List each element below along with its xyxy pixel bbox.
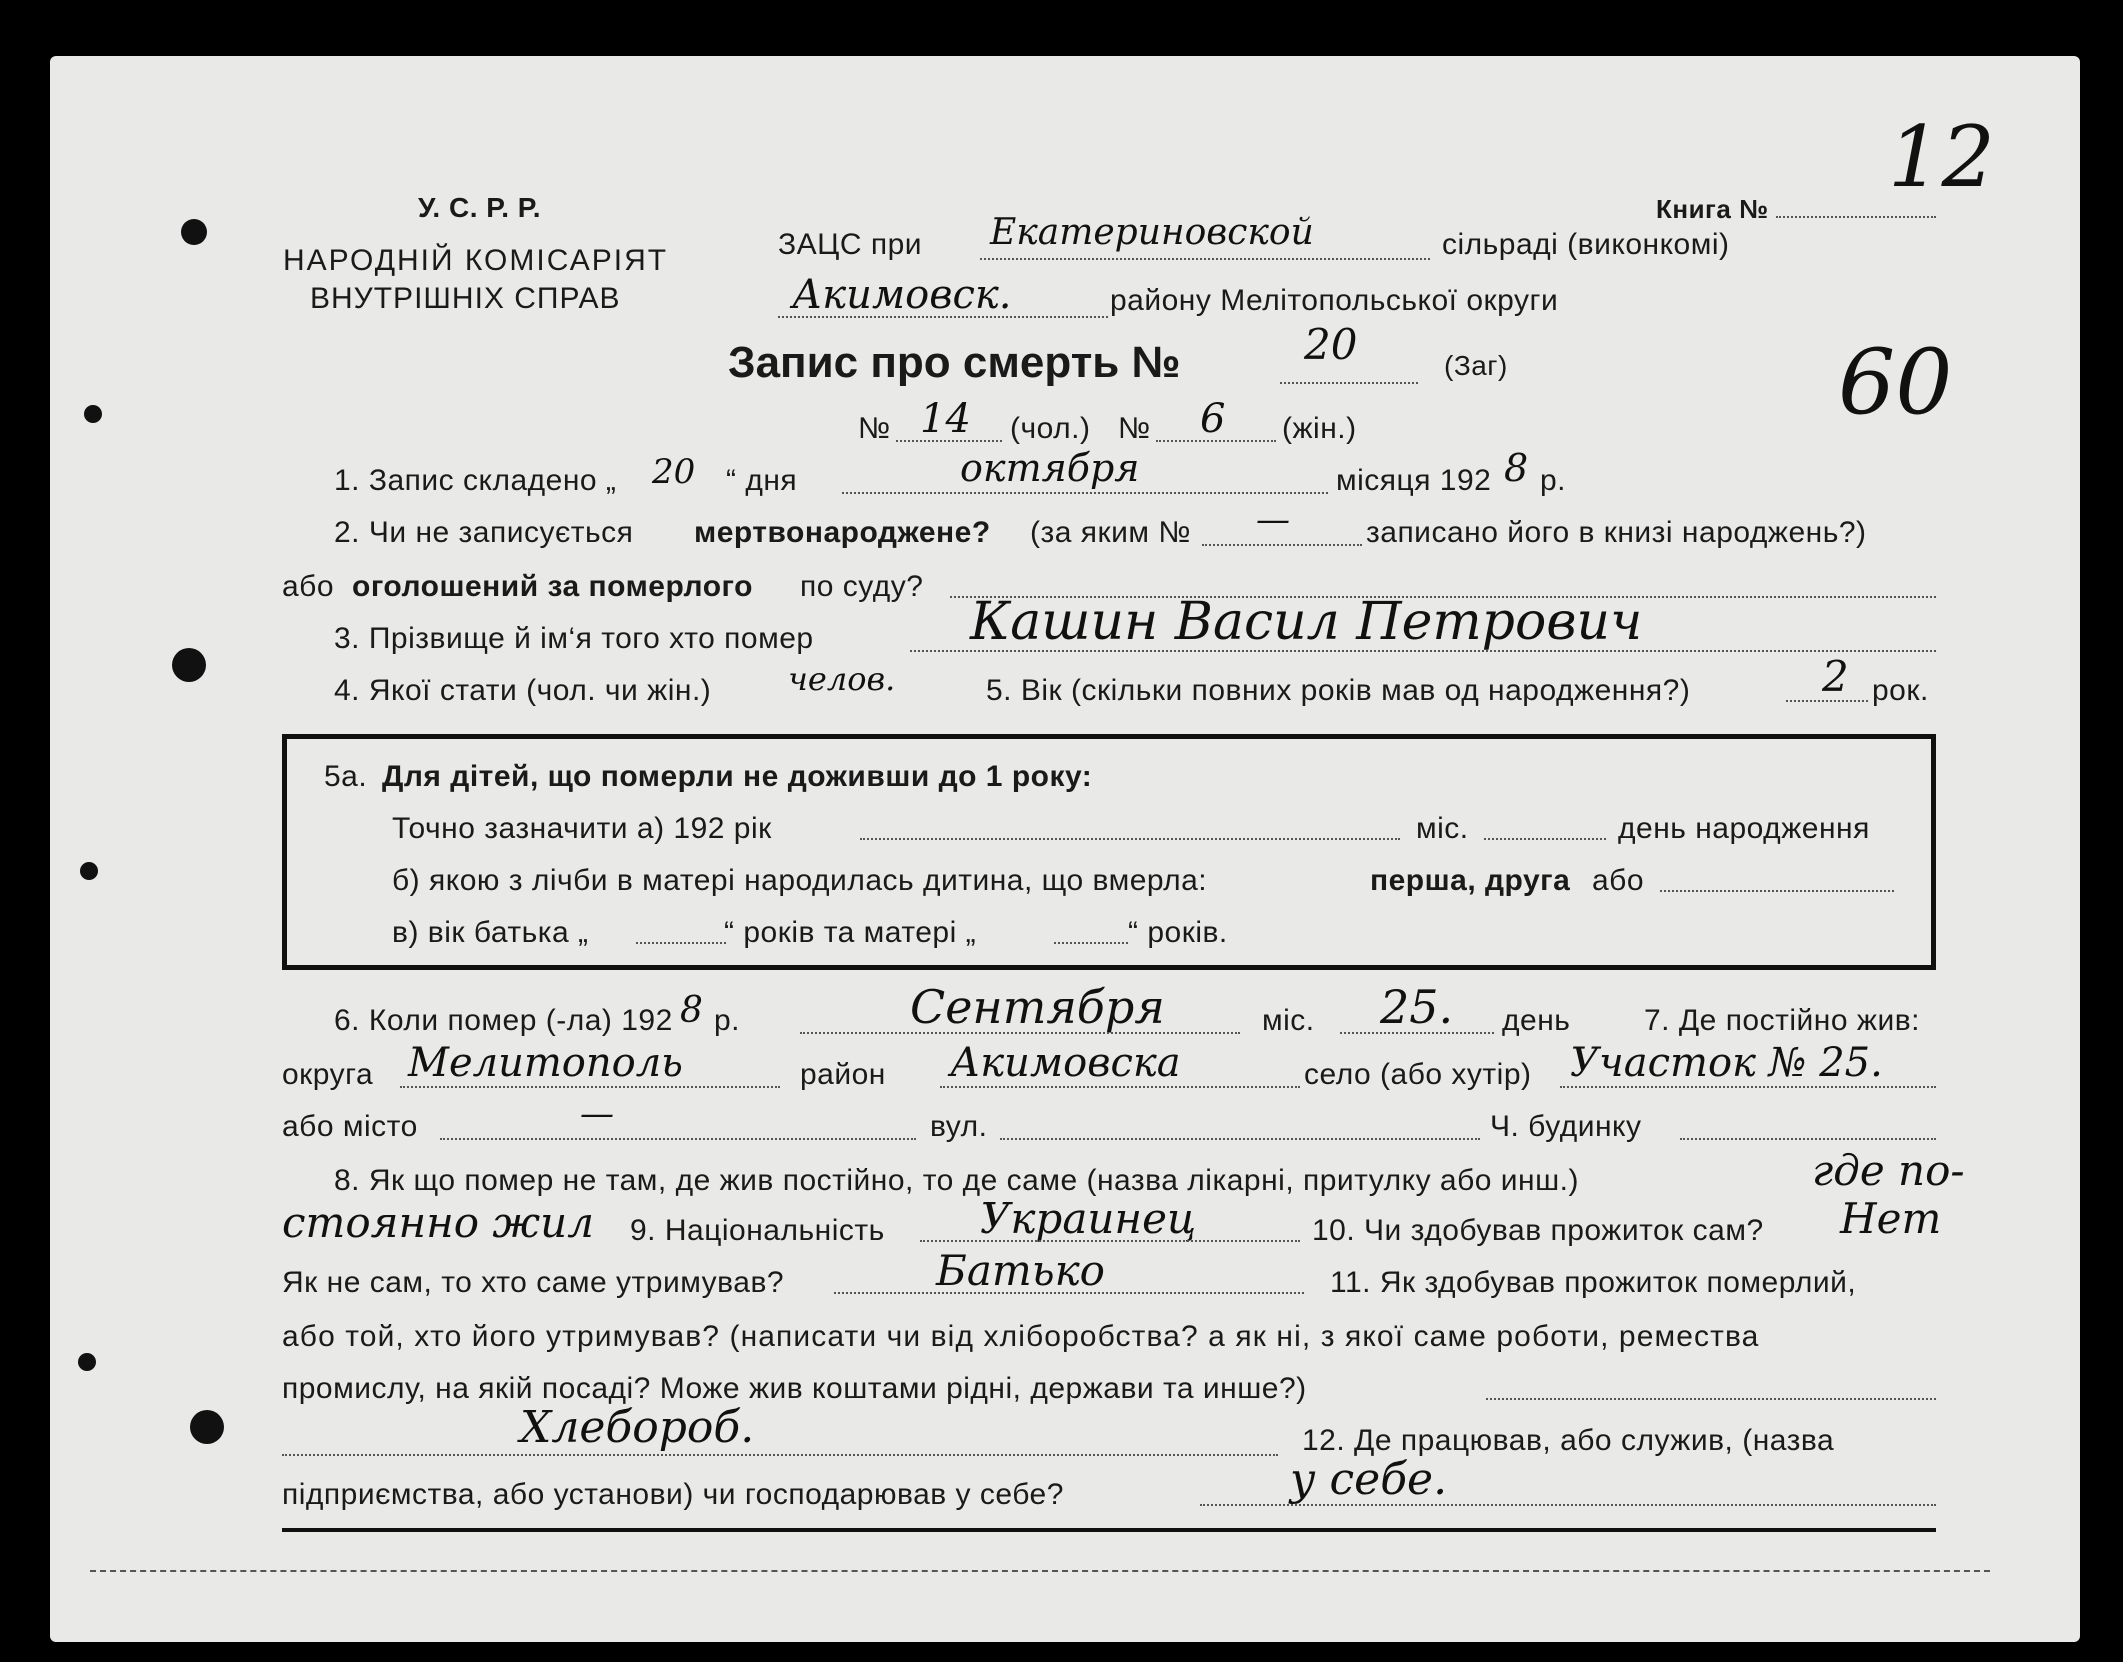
f2-line2-c: по суду?	[800, 570, 924, 603]
zags-label: ЗАЦС при	[778, 228, 923, 261]
box-line-c-2: “ років та матері „	[724, 916, 977, 949]
book-label: Книга №	[1656, 194, 1769, 224]
punch-hole	[181, 219, 207, 245]
f2-value: —	[1256, 500, 1290, 540]
f8-label: 8. Як що помер не там, де жив постійно, то де саме (назва лікарні, притулку або инш.)	[334, 1164, 1580, 1197]
selo-value: Участок № 25.	[1570, 1040, 1883, 1086]
bottom-dashed-rule	[90, 1570, 1990, 1572]
f2-line2-a: або	[282, 570, 335, 603]
record-number: 20	[1304, 320, 1358, 369]
republic-label: У. С. Р. Р.	[418, 192, 542, 223]
f11-value-line	[282, 1454, 1278, 1456]
f3-value: Кашин Васил Петрович	[970, 592, 1643, 652]
f11-value: Хлебороб.	[520, 1402, 755, 1453]
misto-label: або місто	[282, 1110, 418, 1143]
f12-value: у себе.	[1290, 1454, 1448, 1505]
f2-label-a: 2. Чи не записується	[334, 516, 634, 549]
f12-line	[1200, 1504, 1936, 1506]
f11-line2: або той, хто його утримував? (написати чи від хліборобства? а як ні, з якої саме роботи, ремества	[282, 1320, 1760, 1353]
box-title-b: Для дітей, що померли не доживши до 1 року:	[382, 760, 1093, 793]
female-no-label: №	[1118, 412, 1151, 445]
male-label: (чол.)	[1010, 412, 1091, 445]
f2-label-c: (за яким №	[1030, 516, 1192, 549]
female-label: (жін.)	[1282, 412, 1357, 445]
raion-line	[778, 316, 1108, 318]
f6-month: Сентября	[910, 980, 1165, 1034]
punch-hole	[80, 862, 98, 880]
box-line-b-2: перша, друга	[1370, 864, 1571, 897]
selrada-label: сільраді (виконкомі)	[1442, 228, 1730, 261]
raion-label: району Мелітопольської округи	[1110, 284, 1559, 317]
box-line-c-3: “ років.	[1128, 916, 1228, 949]
male-number: 14	[920, 396, 971, 442]
budynok-line	[1680, 1138, 1936, 1140]
f6-label: 6. Коли помер (-ла) 192	[334, 1004, 673, 1037]
box-title-a: 5а.	[324, 760, 368, 793]
f4-value: челов.	[788, 660, 896, 698]
f6-r: р.	[714, 1004, 741, 1037]
okruga-line	[400, 1086, 780, 1088]
f6-mis: міс.	[1262, 1004, 1315, 1037]
raion2-label: район	[800, 1058, 886, 1091]
male-no-label: №	[858, 412, 891, 445]
f2-value-line	[1202, 544, 1362, 546]
f6-den: день	[1502, 1004, 1571, 1037]
box-line-c-1: в) вік батька „	[392, 916, 589, 949]
f1-label: 1. Запис складено „	[334, 464, 617, 497]
raion2-line	[940, 1086, 1300, 1088]
commissariat-line1: НАРОДНІЙ КОМІСАРІЯТ	[283, 244, 669, 277]
misto-value: —	[580, 1094, 614, 1134]
f9-line	[920, 1240, 1300, 1242]
box-line-b-1: б) якою з лічби в матері народилась дитина, що вмерла:	[392, 864, 1208, 897]
f10b-value: Батько	[936, 1246, 1105, 1295]
budynok-label: Ч. будинку	[1490, 1110, 1642, 1143]
f1-mid: “ дня	[726, 464, 798, 497]
f5-end: рок.	[1872, 674, 1929, 707]
punch-hole	[84, 405, 102, 423]
vul-label: вул.	[930, 1110, 988, 1143]
okruga-label: округа	[282, 1058, 374, 1091]
f8-value-a: где по-	[1812, 1146, 1965, 1195]
f6-month-line	[800, 1032, 1240, 1034]
village-handwritten: Екатериновской	[990, 212, 1314, 253]
punch-hole	[78, 1353, 96, 1371]
f1-month: октября	[960, 446, 1140, 490]
f9-value: Украинец	[980, 1194, 1197, 1243]
f9-label: 9. Національність	[630, 1214, 885, 1247]
raion-handwritten: Акимовск.	[792, 272, 1012, 318]
record-number-line	[1280, 382, 1418, 384]
f7-label: 7. Де постійно жив:	[1644, 1004, 1920, 1037]
f10-value: Нет	[1840, 1194, 1942, 1243]
male-number-line	[896, 440, 1002, 442]
box-line-a-dots	[860, 838, 1400, 840]
page-title: Запис про смерть №	[728, 338, 1181, 387]
f6-day: 25.	[1380, 980, 1454, 1034]
f1-day: 20	[652, 452, 696, 492]
f1-month-line	[842, 492, 1328, 494]
punch-hole	[172, 648, 206, 682]
village-line	[980, 258, 1430, 260]
f8-value-b: стоянно жил	[282, 1198, 594, 1247]
f12-label: 12. Де працював, або служив, (назва	[1302, 1424, 1835, 1457]
misto-line	[440, 1138, 916, 1140]
commissariat-line2: ВНУТРІШНІХ СПРАВ	[310, 282, 621, 315]
f5-value-line	[1786, 700, 1868, 702]
selo-line	[1560, 1086, 1936, 1088]
f6-year: 8	[680, 990, 703, 1031]
f2-line2-b: оголошений за померлого	[352, 570, 753, 603]
f1-year: 8	[1504, 446, 1529, 490]
corner-number: 12	[1888, 108, 1995, 206]
female-number-line	[1156, 440, 1276, 442]
f10-label: 10. Чи здобував прожиток сам?	[1312, 1214, 1764, 1247]
selo-label: село (або хутір)	[1304, 1058, 1532, 1091]
f6-day-line	[1340, 1032, 1494, 1034]
vul-line	[1000, 1138, 1480, 1140]
f5-value: 2	[1822, 652, 1849, 701]
corner-number-2: 60	[1838, 330, 1953, 435]
f10b-line	[834, 1292, 1304, 1294]
f11-label: 11. Як здобував прожиток померлий,	[1330, 1266, 1857, 1299]
f12-line2: підприємства, або установи) чи господарював у себе?	[282, 1478, 1064, 1511]
box-line-b-3: або	[1592, 864, 1645, 897]
f3-label: 3. Прізвище й ім‘я того хто помер	[334, 622, 814, 655]
raion2-value: Акимовска	[950, 1040, 1181, 1086]
f5-label: 5. Вік (скільки повних років мав од народження?)	[986, 674, 1691, 707]
bottom-rule	[282, 1528, 1936, 1532]
box-line-c-dots-2	[1054, 942, 1128, 944]
f1-r: р.	[1540, 464, 1567, 497]
box-line-b-dots	[1660, 890, 1894, 892]
f11-line3: промислу, на якій посаді? Може жив коштами рідні, держави та инше?)	[282, 1372, 1307, 1405]
book-number-line	[1776, 216, 1936, 218]
punch-hole	[190, 1410, 224, 1444]
f4-label: 4. Якої стати (чол. чи жін.)	[334, 674, 712, 707]
box-line-a-1: Точно зазначити а) 192 рік	[392, 812, 772, 845]
f11-line3-dots	[1486, 1398, 1936, 1400]
f10b-label: Як не сам, то хто саме утримував?	[282, 1266, 785, 1299]
box-line-a-dots-2	[1484, 838, 1606, 840]
record-suffix: (Заг)	[1444, 350, 1508, 381]
box-line-c-dots	[636, 942, 726, 944]
box-line-a-2: міс.	[1416, 812, 1469, 845]
f2-label-d: записано його в книзі народжень?)	[1366, 516, 1867, 549]
okruga-value: Мелитополь	[408, 1040, 683, 1086]
box-line-a-3: день народження	[1618, 812, 1870, 845]
female-number: 6	[1200, 396, 1226, 442]
f3-value-line	[910, 650, 1936, 652]
f2-label-b: мертвонароджене?	[694, 516, 991, 549]
f1-end: місяця 192	[1336, 464, 1492, 497]
